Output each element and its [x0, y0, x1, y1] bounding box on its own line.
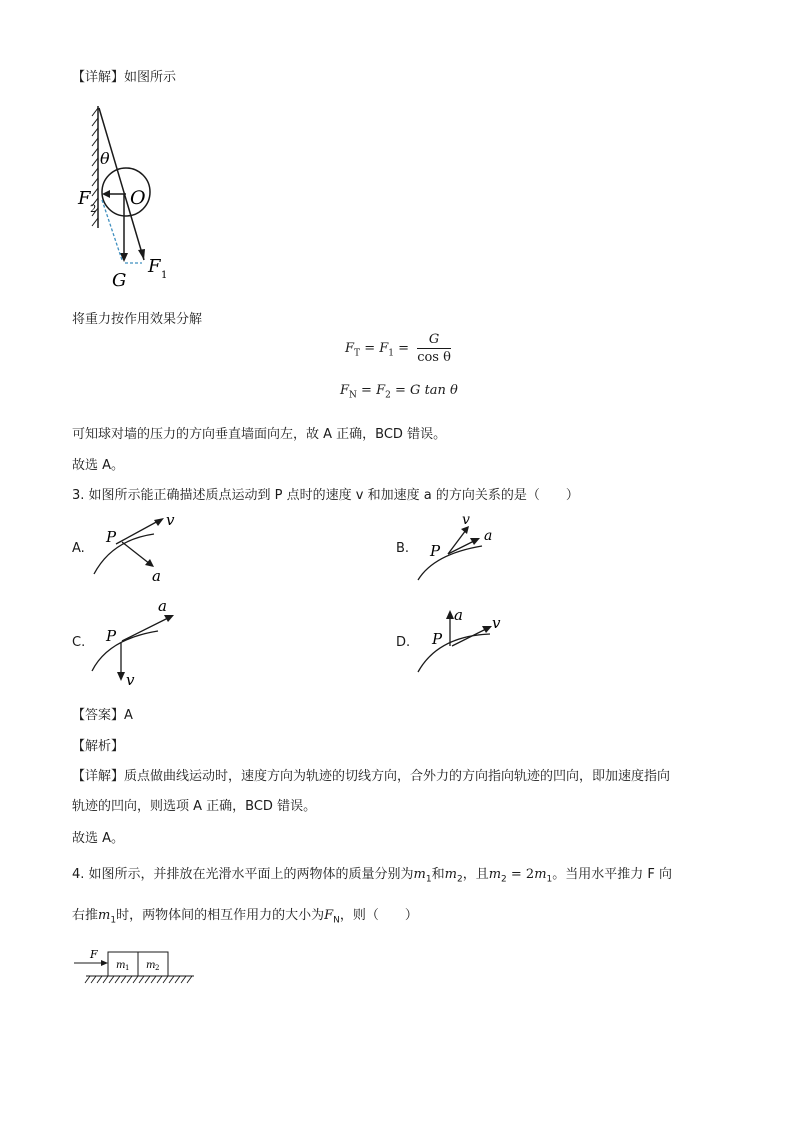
option-d-trajectory [418, 634, 490, 672]
q3-option-a-figure[interactable] [88, 508, 198, 588]
option-c-p-label: P [106, 627, 117, 645]
option-d-v-arrow [452, 628, 488, 646]
eq2-lhs-sub: N [349, 390, 357, 401]
q4-line-1 [72, 863, 672, 885]
g-label: G [112, 270, 127, 290]
option-a-v-arrowhead [154, 518, 164, 526]
q4-rel-eq: = 2 [506, 867, 535, 882]
block-m1-label: m [116, 960, 126, 971]
f2-label: F [78, 188, 91, 209]
q3-answer: 【答案】A [72, 708, 133, 723]
center-o-label: O [130, 187, 146, 209]
f1-label: F [148, 256, 161, 277]
q4-m1: m [413, 867, 426, 882]
q4-line2-text-c: ，则（ ） [339, 908, 418, 923]
eq2-equals-1: = [361, 383, 372, 398]
eq1-fraction [417, 332, 451, 365]
option-c-a-arrow [122, 617, 170, 641]
eq1-numerator: G [417, 332, 451, 349]
option-b-a-arrow [448, 540, 476, 554]
q4-rel-lhs-sub: 2 [501, 874, 507, 885]
option-b-v-label: v [462, 512, 470, 528]
q4-line1-text-b: ，且 [462, 867, 489, 882]
option-a-p-label: P [106, 528, 117, 546]
option-d-a-label: a [454, 606, 463, 624]
q4-force-label: F [90, 948, 98, 961]
q4-fn: F [324, 908, 334, 923]
q3-detail-line-1: 【详解】质点做曲线运动时，速度方向为轨迹的切线方向，合外力的方向指向轨迹的凹向，即加速度指向 [72, 769, 671, 784]
equation-ft [345, 332, 451, 365]
wall-ball-figure [72, 100, 192, 290]
eq1-denominator: cos θ [417, 350, 451, 365]
option-c-trajectory [92, 631, 158, 671]
q4-rel-rhs-sub: 1 [546, 874, 553, 885]
eq1-lhs-sub: T [354, 348, 361, 359]
q4-and: 和 [431, 867, 445, 882]
q4-line2-text-a: 右推 [72, 908, 99, 923]
q3-detail-line-2: 轨迹的凹向，则选项 A 正确，BCD 错误。 [72, 799, 317, 814]
q4-line1-text-a: 4. 如图所示，并排放在光滑水平面上的两物体的质量分别为 [72, 867, 414, 882]
option-d-a-arrowhead [446, 610, 454, 619]
eq1-mid: F [379, 341, 389, 356]
theta-label: θ [100, 149, 110, 168]
option-c-a-label: a [158, 597, 167, 615]
s2-choice: 故选 A。 [72, 458, 125, 473]
q3-choice: 故选 A。 [72, 831, 125, 846]
f1-arrowhead [138, 249, 145, 260]
eq2-rhs: G tan θ [410, 383, 458, 398]
option-a-a-arrow [122, 542, 150, 564]
block-m2-sub: 2 [155, 964, 160, 972]
q3-option-b-figure[interactable] [412, 508, 522, 588]
option-d-p-label: P [432, 630, 443, 648]
q4-line2-text-b: 时，两物体间的相互作用力的大小为 [116, 908, 325, 923]
q3-option-c-letter: C. [72, 635, 86, 650]
block-m2-label: m [146, 960, 156, 971]
option-a-a-arrowhead [145, 559, 154, 567]
q3-option-a-letter: A. [72, 541, 85, 556]
q3-option-d-letter: D. [396, 635, 411, 650]
q3-analysis-label: 【解析】 [72, 739, 125, 754]
option-a-v-label: v [166, 511, 175, 529]
option-b-a-arrowhead [470, 538, 480, 545]
rope-line [99, 108, 144, 260]
eq2-mid-sub: 2 [385, 390, 391, 401]
option-d-v-arrowhead [482, 626, 492, 633]
q4-m2-sub: 2 [456, 874, 463, 885]
q4-fn-sub: N [333, 915, 340, 926]
q3-option-d-figure[interactable] [412, 598, 522, 678]
q4-force-arrowhead [101, 960, 108, 966]
eq1-mid-sub: 1 [388, 348, 394, 359]
q3-option-b-letter: B. [396, 541, 410, 556]
decompose-text: 将重力按作用效果分解 [72, 312, 203, 327]
q4-m1-sub: 1 [425, 874, 432, 885]
ground-hatching [85, 976, 192, 983]
option-a-v-arrow [116, 520, 160, 544]
eq2-lhs: F [340, 383, 350, 398]
q4-line-2 [72, 904, 418, 926]
q4-rel-rhs: m [534, 867, 547, 882]
option-d-v-label: v [492, 614, 501, 632]
f2-subscript: 2 [90, 204, 97, 215]
q3-option-c-figure[interactable] [88, 595, 198, 690]
q4-line2-m1: m [98, 908, 111, 923]
option-a-a-label: a [152, 567, 161, 585]
q4-rel-lhs: m [488, 867, 502, 882]
q4-blocks-figure [72, 944, 202, 990]
option-c-v-label: v [126, 671, 135, 689]
f1-subscript: 1 [161, 270, 168, 281]
option-c-v-arrowhead [117, 672, 125, 681]
detail-heading: 【详解】如图所示 [72, 70, 177, 85]
option-c-a-arrowhead [164, 615, 174, 622]
eq1-equals-2: = [398, 341, 410, 356]
option-b-a-label: a [484, 528, 493, 544]
equation-fn [340, 383, 458, 401]
dashed-line-left [102, 200, 122, 260]
block-m1-sub: 1 [125, 964, 130, 972]
q3-stem: 3. 如图所示能正确描述质点运动到 P 点时的速度 v 和加速度 a 的方向关系的是（ ） [72, 488, 579, 503]
eq1-lhs: F [345, 341, 355, 356]
q4-m2: m [444, 867, 457, 882]
eq1-equals-1: = [364, 341, 376, 356]
eq2-mid: F [376, 383, 386, 398]
q4-line2-m1-sub: 1 [110, 915, 117, 926]
s2-conclusion: 可知球对墙的压力的方向垂直墙面向左，故 A 正确，BCD 错误。 [72, 427, 447, 442]
q4-line1-text-c: 。当用水平推力 F 向 [552, 867, 673, 882]
eq2-equals-2: = [395, 383, 406, 398]
option-b-p-label: P [430, 542, 441, 560]
